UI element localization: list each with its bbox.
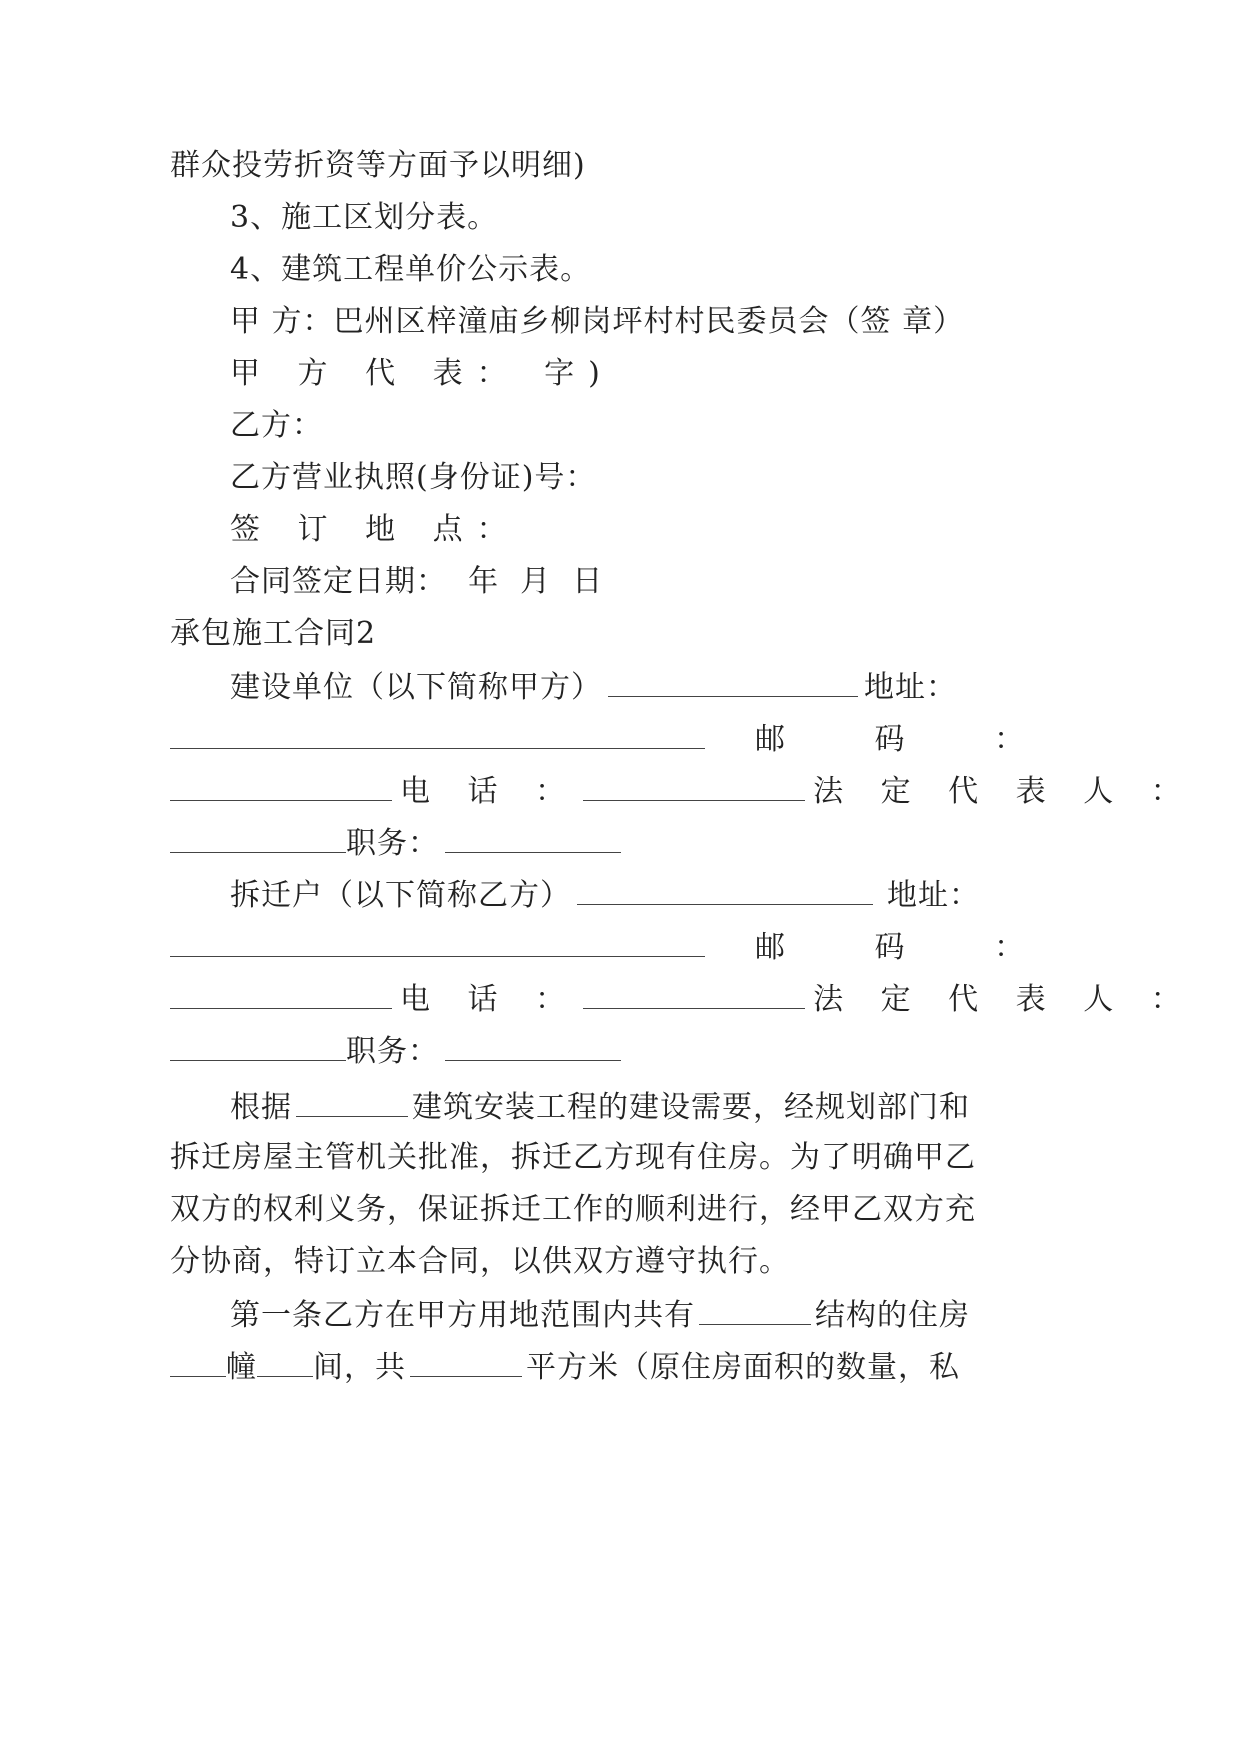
signing-place-line xyxy=(230,510,521,550)
line-text: 甲 方 代 表： 字) xyxy=(230,356,614,391)
position-label: 职务： xyxy=(346,826,439,861)
phone-line xyxy=(170,978,1195,1020)
paragraph-line xyxy=(170,1138,976,1178)
relocated-household-line xyxy=(230,874,980,916)
line-text: 间，共 xyxy=(313,1350,406,1385)
phone-line xyxy=(170,770,1195,812)
line-text: 4、建筑工程单价公示表。 xyxy=(230,252,592,287)
line-text: 分协商，特订立本合同，以供双方遵守执行。 xyxy=(170,1244,790,1279)
blank-field xyxy=(577,874,873,905)
heading-text: 承包施工合同2 xyxy=(170,616,377,651)
blank-field xyxy=(608,666,858,697)
blank-field xyxy=(583,770,805,801)
article-one-line xyxy=(230,1294,970,1336)
blank-field xyxy=(445,822,621,853)
line-text: 签 订 地 点： xyxy=(230,512,521,547)
postcode-label: 邮 码 ： xyxy=(755,722,1065,757)
position-label: 职务： xyxy=(346,1034,439,1069)
postcode-line xyxy=(170,718,1064,760)
blank-field xyxy=(170,978,392,1009)
address-label: 地址： xyxy=(887,878,980,913)
line-text: 拆迁户（以下简称乙方） xyxy=(230,878,571,913)
line-text: 3、施工区划分表。 xyxy=(230,200,499,235)
blank-field xyxy=(296,1086,408,1117)
list-item xyxy=(230,250,591,290)
party-b-line xyxy=(230,406,323,446)
line-text: 乙方营业执照(身份证)号： xyxy=(230,460,597,495)
party-a-line xyxy=(230,302,964,342)
blank-field xyxy=(170,1030,346,1061)
line-text: 群众投劳折资等方面予以明细) xyxy=(170,148,586,183)
postcode-line xyxy=(170,926,1064,968)
blank-field xyxy=(445,1030,621,1061)
line-text: 建筑安装工程的建设需要，经规划部门和 xyxy=(412,1090,970,1125)
paragraph-line xyxy=(230,1086,970,1128)
phone-label: 电 话 ： xyxy=(400,774,580,809)
party-b-license-line xyxy=(230,458,596,498)
position-line xyxy=(170,1030,621,1072)
party-a-name: 巴州区梓潼庙乡柳岗坪村村民委员会（签 章） xyxy=(333,304,965,339)
list-item xyxy=(230,198,498,238)
text-line xyxy=(170,146,586,186)
line-text: 幢 xyxy=(226,1350,257,1385)
paragraph-line xyxy=(170,1242,790,1282)
line-text: 合同签定日期： 年 月 日 xyxy=(230,564,604,599)
section-heading xyxy=(170,614,376,654)
blank-field xyxy=(170,718,705,749)
article-one-line xyxy=(170,1346,960,1388)
address-label: 地址： xyxy=(864,670,957,705)
party-a-label: 甲 方： xyxy=(230,304,334,339)
legal-rep-label: 法 定 代 表 人 ： xyxy=(813,982,1195,1017)
line-text: 乙方： xyxy=(230,408,323,443)
paragraph-line xyxy=(170,1190,976,1230)
line-text: 平方米（原住房面积的数量，私 xyxy=(526,1350,960,1385)
line-text: 拆迁房屋主管机关批准，拆迁乙方现有住房。为了明确甲乙 xyxy=(170,1140,976,1175)
position-line xyxy=(170,822,621,864)
line-text: 结构的住房 xyxy=(815,1298,970,1333)
party-a-representative-line xyxy=(230,354,614,394)
blank-field xyxy=(410,1346,522,1377)
blank-field xyxy=(583,978,805,1009)
line-text: 第一条乙方在甲方用地范围内共有 xyxy=(230,1298,695,1333)
phone-label: 电 话 ： xyxy=(400,982,580,1017)
line-text: 建设单位（以下简称甲方） xyxy=(230,670,602,705)
blank-field xyxy=(257,1346,313,1377)
line-text: 双方的权利义务，保证拆迁工作的顺利进行，经甲乙双方充 xyxy=(170,1192,976,1227)
blank-field xyxy=(170,926,705,957)
blank-field xyxy=(699,1294,811,1325)
line-text: 根据 xyxy=(230,1090,292,1125)
postcode-label: 邮 码 ： xyxy=(755,930,1065,965)
blank-field xyxy=(170,770,392,801)
construction-unit-line xyxy=(230,666,957,708)
blank-field xyxy=(170,1346,226,1377)
signing-date-line xyxy=(230,562,603,602)
blank-field xyxy=(170,822,346,853)
legal-rep-label: 法 定 代 表 人 ： xyxy=(813,774,1195,809)
